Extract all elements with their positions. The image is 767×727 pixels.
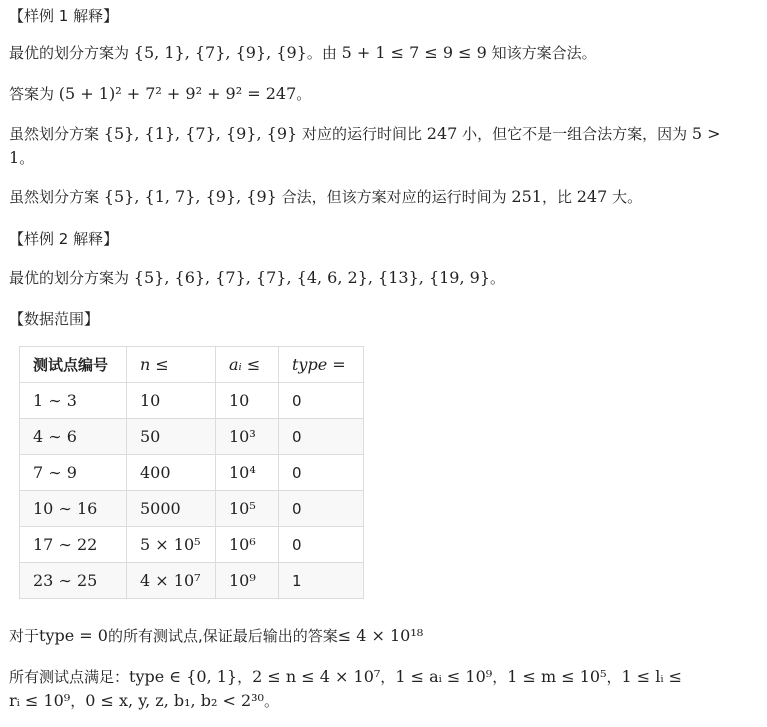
sample1-line1-end: 知该方案合法。 [491, 44, 597, 62]
table-header-ai: aᵢ ≤ [216, 347, 279, 383]
table-row [20, 455, 364, 491]
range-note1-bound: ≤ 4 × 10¹⁸ [337, 626, 424, 645]
table-header-row [20, 347, 364, 383]
range-note2-pre: 所有测试点满足： [9, 668, 130, 686]
sample1-line4-value2: 247 [576, 187, 608, 206]
table-header-testcase: 测试点编号 [20, 347, 127, 383]
table-cell-testcase: 4 ∼ 6 [20, 419, 127, 455]
table-cell-n: 5 × 10⁵ [127, 527, 216, 563]
table-row [20, 419, 364, 455]
range-note1-mid: 的所有测试点,保证最后输出的答案 [107, 627, 338, 645]
table-cell-type: 0 [279, 527, 364, 563]
table-cell-ai: 10⁶ [216, 527, 279, 563]
range-note2-m: 1 ≤ m ≤ 10⁵ [507, 667, 607, 686]
table-cell-type: 0 [279, 455, 364, 491]
range-note2-li: 1 ≤ lᵢ ≤ [621, 667, 683, 686]
range-note2-sep2: ， [380, 668, 396, 686]
table-cell-testcase: 1 ∼ 3 [20, 383, 127, 419]
range-note2-cont-end: 。 [263, 692, 279, 710]
data-range-table [19, 346, 364, 599]
table-row [20, 563, 364, 599]
table-cell-type: 0 [279, 383, 364, 419]
range-note1-pre: 对于 [9, 627, 40, 645]
sample1-line4-mid: 合法，但该方案对应的运行时间为 [281, 188, 507, 206]
sample1-heading: 【样例 1 解释】 [9, 7, 119, 25]
sample1-line3-cont-value: 1 [9, 148, 20, 167]
range-note2-ri: rᵢ ≤ 10⁹ [9, 691, 71, 710]
range-note2-sep3: ， [492, 668, 508, 686]
table-cell-ai: 10⁹ [216, 563, 279, 599]
table-header-type: type = [279, 347, 364, 383]
range-note1 [9, 626, 423, 646]
table-cell-type: 1 [279, 563, 364, 599]
sample1-line3-value: 247 [426, 124, 458, 143]
table-cell-ai: 10 [216, 383, 279, 419]
table-cell-ai: 10³ [216, 419, 279, 455]
sample1-line4 [9, 187, 642, 207]
sample1-line3-text: 虽然划分方案 [9, 125, 100, 143]
sample2-line1 [9, 268, 505, 288]
table-header-n: n ≤ [127, 347, 216, 383]
sample1-line1-mid: 。由 [306, 44, 337, 62]
range-note2-type: type ∈ {0, 1} [129, 667, 238, 686]
table-cell-type: 0 [279, 491, 364, 527]
range-note2-vars: 0 ≤ x, y, z, b₁, b₂ < 2³⁰ [85, 691, 264, 710]
sample1-line3-mid2: 小，但它不是一组合法方案，因为 [462, 125, 688, 143]
range-note2-cont-sep: ， [70, 692, 86, 710]
sample1-line4-partition: {5}, {1, 7}, {9}, {9} [103, 187, 277, 206]
table-cell-n: 400 [127, 455, 216, 491]
range-note2-ai: 1 ≤ aᵢ ≤ 10⁹ [395, 667, 493, 686]
table-cell-testcase: 10 ∼ 16 [20, 491, 127, 527]
table-cell-type: 0 [279, 419, 364, 455]
sample1-line2-formula: (5 + 1)² + 7² + 9² + 9² = 247 [58, 84, 297, 103]
sample1-line3-compare: 5 > [691, 124, 721, 143]
sample1-line3-partition: {5}, {1}, {7}, {9}, {9} [103, 124, 298, 143]
table-cell-testcase: 23 ∼ 25 [20, 563, 127, 599]
sample1-line1 [9, 43, 597, 63]
table-row [20, 491, 364, 527]
table-cell-n: 50 [127, 419, 216, 455]
table-row [20, 383, 364, 419]
range-note2 [9, 667, 682, 687]
range-heading: 【数据范围】 [9, 310, 100, 328]
sample2-line1-end: 。 [490, 269, 506, 287]
sample1-line2-end: 。 [296, 85, 312, 103]
range-note2-n: 2 ≤ n ≤ 4 × 10⁷ [252, 667, 381, 686]
sample1-line4-value: 251 [511, 187, 542, 206]
sample1-line1-text: 最优的划分方案为 [9, 44, 130, 62]
sample1-line4-text: 虽然划分方案 [9, 188, 100, 206]
table-cell-n: 10 [127, 383, 216, 419]
sample1-line3-cont-end: 。 [19, 149, 35, 167]
sample1-line2-text: 答案为 [9, 85, 55, 103]
range-note1-condition: type = 0 [39, 626, 108, 645]
table-cell-testcase: 7 ∼ 9 [20, 455, 127, 491]
range-note2-sep4: ， [606, 668, 622, 686]
sample1-line1-partition: {5, 1}, {7}, {9}, {9} [133, 43, 307, 62]
sample2-line1-text: 最优的划分方案为 [9, 269, 130, 287]
sample2-line1-partition: {5}, {6}, {7}, {7}, {4, 6, 2}, {13}, {19, 9} [133, 268, 491, 287]
sample2-heading: 【样例 2 解释】 [9, 230, 119, 248]
sample1-line4-end: 大。 [612, 188, 643, 206]
range-note2-sep1: ， [237, 668, 253, 686]
table-cell-n: 5000 [127, 491, 216, 527]
table-cell-testcase: 17 ∼ 22 [20, 527, 127, 563]
sample1-line1-inequality: 5 + 1 ≤ 7 ≤ 9 ≤ 9 [341, 43, 487, 62]
table-cell-n: 4 × 10⁷ [127, 563, 216, 599]
sample1-line3-mid: 对应的运行时间比 [301, 125, 422, 143]
table-cell-ai: 10⁴ [216, 455, 279, 491]
sample1-line3 [9, 124, 721, 144]
sample1-line4-mid2: ，比 [541, 188, 572, 206]
range-note2-cont [9, 691, 279, 711]
sample1-line3-cont [9, 148, 34, 168]
table-row [20, 527, 364, 563]
table-cell-ai: 10⁵ [216, 491, 279, 527]
sample1-line2 [9, 84, 311, 104]
